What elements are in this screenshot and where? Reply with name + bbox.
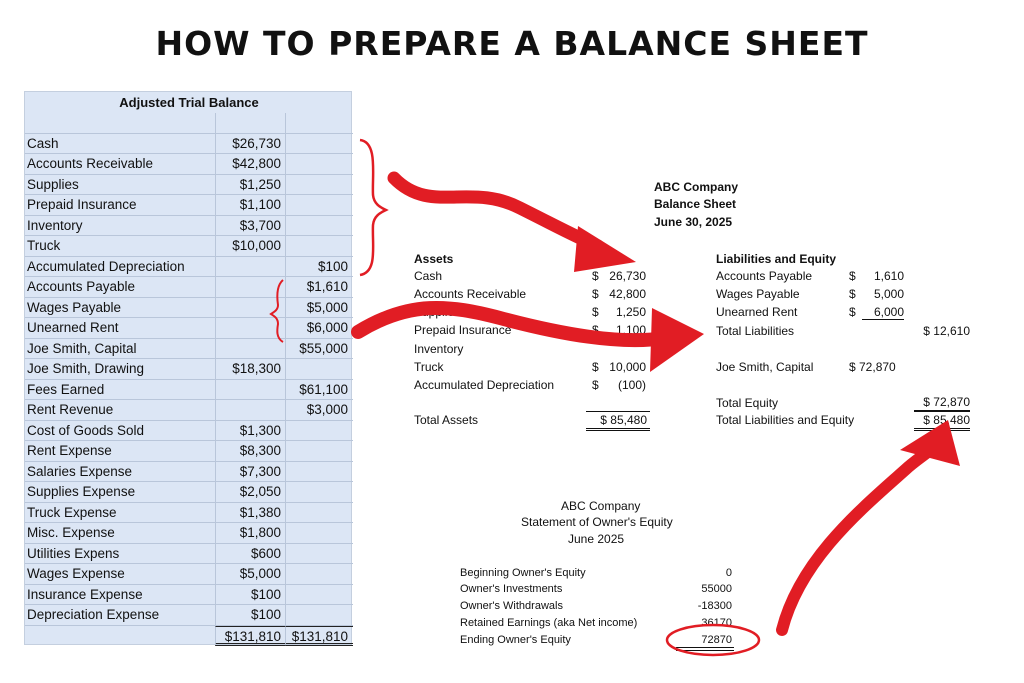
account-name: Accounts Receivable <box>27 156 154 171</box>
asset-value: 26,730 <box>609 269 646 283</box>
liabilities-heading: Liabilities and Equity <box>716 252 837 266</box>
asset-value: 1,250 <box>615 305 646 319</box>
debit-cell: $1,250 <box>215 175 285 195</box>
asset-currency: $ <box>592 378 599 392</box>
oe-company: ABC Company <box>561 499 641 513</box>
oe-label: Retained Earnings (aka Net income) <box>460 617 638 629</box>
trial-balance-title: Adjusted Trial Balance <box>119 95 259 110</box>
arrow-top-icon <box>394 178 598 246</box>
debit-cell: $3,700 <box>215 216 285 236</box>
debit-cell: $100 <box>215 605 285 625</box>
arrow-top-head-icon <box>574 226 636 272</box>
credit-cell: $6,000 <box>285 318 353 338</box>
oe-label: Ending Owner's Equity <box>460 634 571 646</box>
capital-label: Joe Smith, Capital <box>716 360 814 374</box>
liability-value: 5,000 <box>873 287 904 301</box>
account-name: Joe Smith, Capital <box>27 340 137 356</box>
debit-cell: $100 <box>215 585 285 605</box>
account-name: Accumulated Depreciation <box>27 258 185 274</box>
oe-title: Statement of Owner's Equity <box>521 515 673 529</box>
total-liabilities-value: $ 12,610 <box>923 324 970 338</box>
account-name: Rent Expense <box>27 443 112 458</box>
asset-value: 1,100 <box>615 323 646 337</box>
account-name: Unearned Rent <box>27 320 119 335</box>
debit-cell: $18,300 <box>215 359 285 379</box>
account-name: Cash <box>27 135 59 151</box>
total-equity-value: $ 72,870 <box>914 395 970 411</box>
asset-currency: $ <box>592 323 599 337</box>
bs-company: ABC Company <box>654 180 739 194</box>
bs-date: June 30, 2025 <box>654 215 733 229</box>
capital-value: $ 72,870 <box>849 360 896 374</box>
asset-currency: $ <box>592 360 599 374</box>
liability-currency: $ <box>849 269 856 283</box>
credit-cell: $5,000 <box>285 298 353 318</box>
assets-heading: Assets <box>414 252 454 266</box>
small-brace-icon <box>271 280 283 342</box>
asset-currency: $ <box>592 305 599 319</box>
asset-label: Truck <box>414 360 444 374</box>
debit-cell: $5,000 <box>215 564 285 584</box>
account-name: Utilities Expens <box>27 545 120 561</box>
liability-label: Wages Payable <box>716 287 800 301</box>
total-debit: $131,810 <box>215 626 285 647</box>
asset-label: Accounts Receivable <box>414 287 527 301</box>
credit-cell: $61,100 <box>285 380 353 400</box>
credit-cell: $100 <box>285 257 353 277</box>
arrow-bottom-icon <box>782 444 936 630</box>
bs-title: Balance Sheet <box>654 197 737 211</box>
account-name: Salaries Expense <box>27 463 133 479</box>
liability-value: 1,610 <box>873 269 904 283</box>
asset-value: 42,800 <box>609 287 646 301</box>
debit-cell: $7,300 <box>215 462 285 482</box>
account-name: Joe Smith, Drawing <box>27 361 145 376</box>
total-credit: $131,810 <box>285 626 353 647</box>
account-name: Cost of Goods Sold <box>27 422 145 438</box>
credit-cell: $1,610 <box>285 277 353 297</box>
oe-label: Owner's Investments <box>460 583 563 595</box>
account-name: Accounts Payable <box>27 279 136 294</box>
arrow-middle-icon <box>358 308 665 340</box>
total-liabilities-label: Total Liabilities <box>716 324 795 338</box>
account-name: Truck <box>27 238 61 253</box>
oe-value: 0 <box>725 567 732 579</box>
debit-cell: $1,380 <box>215 503 285 523</box>
debit-cell: $26,730 <box>215 134 285 154</box>
account-name: Rent Revenue <box>27 402 114 417</box>
debit-cell: $10,000 <box>215 236 285 256</box>
account-name: Insurance Expense <box>27 586 143 602</box>
total-assets-label: Total Assets <box>414 413 479 427</box>
total-liab-equity-value: $ 85,480 <box>914 411 970 431</box>
debit-cell: $42,800 <box>215 154 285 174</box>
oe-value: -18300 <box>697 600 732 612</box>
account-name: Wages Expense <box>27 566 125 581</box>
account-name: Wages Payable <box>27 299 122 315</box>
page-title: HOW TO PREPARE A BALANCE SHEET <box>155 24 869 63</box>
debit-cell: $1,300 <box>215 421 285 441</box>
asset-label: Accumulated Depreciation <box>414 378 555 392</box>
total-assets-value: $ 85,480 <box>586 411 650 431</box>
liability-label: Accounts Payable <box>716 269 813 283</box>
account-name: Supplies Expense <box>27 484 136 499</box>
oe-label: Owner's Withdrawals <box>460 600 563 612</box>
asset-value: (100) <box>617 378 646 392</box>
account-name: Misc. Expense <box>27 525 115 540</box>
debit-cell: $600 <box>215 544 285 564</box>
liability-label: Unearned Rent <box>716 305 798 319</box>
total-equity-label: Total Equity <box>716 396 779 410</box>
highlight-circle-icon <box>667 625 759 655</box>
liability-value: 6,000 <box>862 305 904 320</box>
debit-cell: $1,800 <box>215 523 285 543</box>
asset-currency: $ <box>592 269 599 283</box>
account-name: Fees Earned <box>27 381 105 397</box>
account-name: Supplies <box>27 176 79 192</box>
oe-label: Beginning Owner's Equity <box>460 567 586 579</box>
account-name: Depreciation Expense <box>27 607 160 622</box>
debit-cell: $2,050 <box>215 482 285 502</box>
asset-label: Prepaid Insurance <box>414 323 512 337</box>
total-liab-equity-label: Total Liabilities and Equity <box>716 413 855 427</box>
asset-label: Supplies <box>414 305 461 319</box>
arrow-middle-head-icon <box>650 308 704 372</box>
credit-cell: $3,000 <box>285 400 353 420</box>
oe-value: 72870 <box>701 634 732 646</box>
asset-value: 10,000 <box>609 360 646 374</box>
asset-label: Inventory <box>414 342 464 356</box>
oe-value: 55000 <box>701 583 732 595</box>
oe-value: 36170 <box>701 617 732 629</box>
debit-cell: $8,300 <box>215 441 285 461</box>
credit-cell: $55,000 <box>285 339 353 359</box>
debit-cell: $1,100 <box>215 195 285 215</box>
liability-currency: $ <box>849 287 856 301</box>
account-name: Truck Expense <box>27 504 117 520</box>
curly-brace-icon <box>360 140 386 275</box>
asset-label: Cash <box>414 269 443 283</box>
asset-currency: $ <box>592 287 599 301</box>
liability-currency: $ <box>849 305 856 319</box>
account-name: Inventory <box>27 217 83 233</box>
oe-date: June 2025 <box>568 532 625 546</box>
account-name: Prepaid Insurance <box>27 197 137 212</box>
